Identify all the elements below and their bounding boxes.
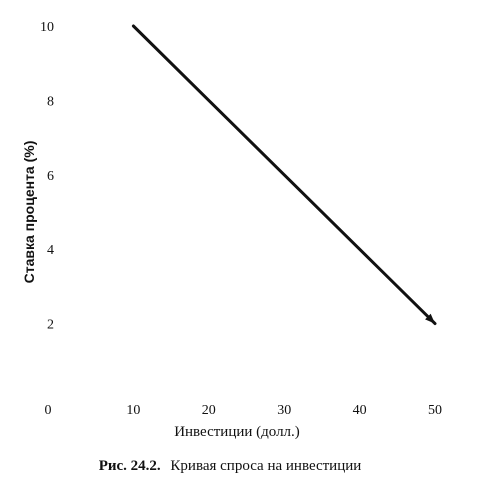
x-tick-label-10: 10	[126, 403, 141, 418]
x-axis-label: Инвестиции (долл.)	[174, 424, 300, 440]
x-tick-label-40: 40	[352, 403, 367, 418]
y-tick-label-4: 4	[47, 243, 54, 259]
x-tick-label-50: 50	[428, 403, 442, 418]
caption-number: Рис. 24.2.	[98, 458, 161, 474]
y-tick-label-2: 2	[47, 317, 54, 333]
x-tick-labels	[45, 403, 443, 418]
y-tick-labels	[40, 20, 54, 333]
demand-curve-line	[133, 26, 435, 324]
y-tick-label-10: 10	[40, 20, 54, 35]
caption-text: Кривая спроса на инвестиции	[170, 458, 362, 474]
x-tick-label-30: 30	[277, 403, 292, 418]
y-tick-label-8: 8	[47, 94, 54, 110]
figure-caption	[99, 458, 362, 474]
series-group	[133, 26, 435, 324]
y-tick-label-6: 6	[47, 168, 54, 184]
x-tick-label-20: 20	[201, 403, 216, 418]
y-axis-label: Ставка процента (%)	[21, 140, 37, 284]
x-tick-label-0: 0	[44, 403, 52, 418]
